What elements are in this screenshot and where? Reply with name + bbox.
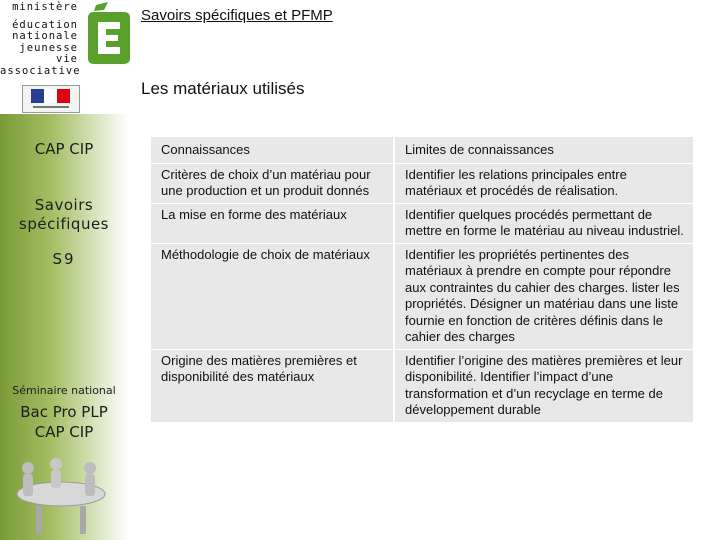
logo-e-icon <box>78 2 134 66</box>
republique-francaise-logo <box>22 85 80 113</box>
table-row <box>151 163 693 203</box>
table-row <box>151 243 693 349</box>
header-limites: Limites de connaissances <box>394 137 693 163</box>
table-cell: Critères de choix d’un matériau pour une production et un produit donnés <box>161 166 371 198</box>
logo-line-4: jeunesse <box>19 41 78 54</box>
table-cell: La mise en forme des matériaux <box>161 206 347 222</box>
sidebar-cap-cip: CAP CIP <box>34 140 94 158</box>
logo-line-1: ministère <box>12 1 78 13</box>
table-row <box>151 203 693 243</box>
table-cell: Identifier les relations principales entre matériaux et procédés de réalisation. <box>394 163 693 203</box>
header-connaissances: Connaissances <box>161 142 250 157</box>
page-title: Savoirs spécifiques et PFMP <box>141 7 333 24</box>
sidebar-code: S9 <box>52 250 76 268</box>
logo-line-5: vie associative <box>0 53 81 77</box>
logo-line-3: nationale <box>12 30 78 42</box>
sidebar-bacpro-label: Bac Pro PLP <box>20 403 108 421</box>
knowledge-table <box>151 137 693 423</box>
table-cell: Identifier l’origine des matières premières et leur disponibilité. Identifier l’impact d’une transformation et d’un recyclage en terme de développement durable <box>394 349 693 422</box>
table-cell: Identifier les propriétés pertinentes des matériaux à prendre en compte pour répondre aux contraintes du cahier des charges. lister les propriétés. Désigner un matériau dans une liste fournie en fonction de critères définis dans le cahier des charges <box>394 243 693 349</box>
table-cell: Méthodologie de choix de matériaux <box>161 246 370 262</box>
table-cell: Identifier quelques procédés permettant de mettre en forme le matériau au niveau industriel. <box>394 203 693 243</box>
table-header-row <box>151 137 693 163</box>
sidebar-savoirs: Savoirs spécifiques <box>19 196 109 233</box>
table-cell: Origine des matières premières et disponibilité des matériaux <box>161 352 357 384</box>
people-figure-icon <box>6 446 116 536</box>
ministry-logo <box>0 0 135 77</box>
left-sidebar <box>0 114 128 540</box>
sidebar-capcip-label: CAP CIP <box>34 423 94 441</box>
logo-wordmark <box>0 1 81 77</box>
sidebar-bacpro <box>0 402 128 442</box>
logo-line-2: éducation <box>12 18 78 31</box>
table-row <box>151 349 693 422</box>
sidebar-seminaire: Séminaire national <box>12 384 116 397</box>
page-subtitle: Les matériaux utilisés <box>141 79 305 98</box>
